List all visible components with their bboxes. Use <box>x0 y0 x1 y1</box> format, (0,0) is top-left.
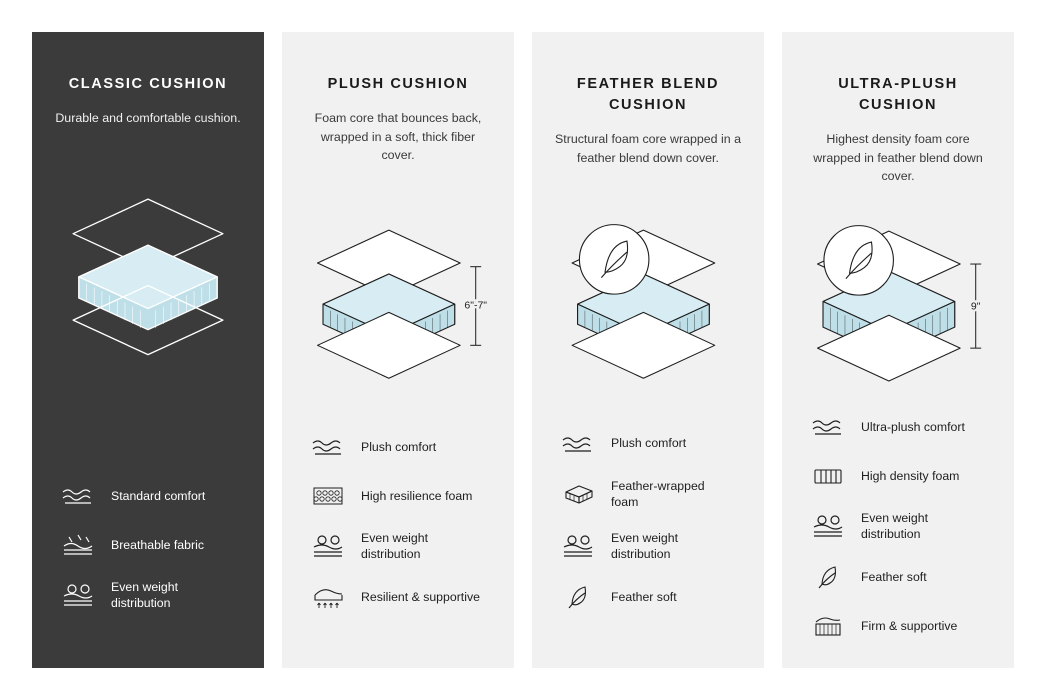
cushion-diagram-classic <box>52 144 244 404</box>
dimension-label: 9" <box>970 300 981 313</box>
card-title: FEATHER BLEND CUSHION <box>576 76 720 114</box>
wave-lines-icon <box>808 412 848 442</box>
feature-list <box>552 429 744 648</box>
firm-support-icon <box>808 611 848 641</box>
feature-label: Even weight distribution <box>611 530 678 562</box>
feature-list <box>52 481 244 648</box>
layered-cushion-illustration <box>52 174 244 374</box>
feature-label: High resilience foam <box>361 488 473 503</box>
feature-item <box>302 481 494 511</box>
feature-label: Standard comfort <box>111 488 206 503</box>
card-title: PLUSH CUSHION <box>327 76 469 92</box>
feature-label: Ultra-plush comfort <box>861 419 965 434</box>
wave-lines-icon <box>308 432 348 462</box>
even-weight-icon <box>808 511 848 541</box>
feature-item <box>802 510 994 543</box>
feature-item <box>552 429 744 459</box>
feature-label: Feather soft <box>861 569 927 584</box>
card-description: Highest density foam core wrapped in feather blend down cover. <box>813 132 983 184</box>
card-plush-cushion[interactable] <box>282 32 514 668</box>
feature-list <box>302 432 494 648</box>
breathable-fabric-icon <box>58 530 98 560</box>
feature-item <box>552 582 744 612</box>
dimension-label: 6"-7" <box>464 300 488 313</box>
feature-item <box>552 530 744 563</box>
feature-item <box>302 582 494 612</box>
leaf-icon <box>808 562 848 592</box>
feature-item <box>302 432 494 462</box>
cushion-diagram-feather-blend <box>552 183 744 428</box>
feature-label: Even weight distribution <box>111 579 178 611</box>
feature-label: Even weight distribution <box>361 530 428 562</box>
feature-item <box>802 611 994 641</box>
feature-item <box>802 412 994 442</box>
card-classic-cushion[interactable] <box>32 32 264 668</box>
feather-wrapped-foam-icon <box>558 479 598 509</box>
feature-item <box>52 579 244 612</box>
leaf-badge <box>579 225 648 294</box>
layered-cushion-illustration <box>552 201 744 411</box>
feature-label: Feather-wrapped foam <box>611 478 705 510</box>
feature-item <box>52 481 244 511</box>
resilient-support-icon <box>308 582 348 612</box>
card-description: Foam core that bounces back, wrapped in a soft, thick fiber cover. <box>314 111 482 163</box>
feature-item <box>802 461 994 491</box>
feature-item <box>802 562 994 592</box>
feature-label: Even weight distribution <box>861 510 928 542</box>
leaf-icon <box>558 582 598 612</box>
leaf-badge <box>824 225 893 294</box>
layered-cushion-illustration <box>302 201 494 411</box>
feature-label: High density foam <box>861 468 960 483</box>
feature-item <box>552 478 744 511</box>
feature-label: Breathable fabric <box>111 537 204 552</box>
wave-lines-icon <box>558 429 598 459</box>
feature-item <box>52 530 244 560</box>
feature-label: Plush comfort <box>361 439 437 454</box>
feature-item <box>302 530 494 563</box>
even-weight-icon <box>558 531 598 561</box>
card-title: ULTRA-PLUSH CUSHION <box>838 76 958 114</box>
wave-lines-icon <box>58 481 98 511</box>
even-weight-icon <box>58 580 98 610</box>
cushion-diagram-ultra-plush <box>802 202 994 412</box>
cushion-diagram-plush <box>302 181 494 432</box>
layered-cushion-illustration <box>802 202 994 412</box>
even-weight-icon <box>308 531 348 561</box>
feature-label: Resilient & supportive <box>361 589 480 604</box>
feature-label: Feather soft <box>611 589 677 604</box>
card-title: CLASSIC CUSHION <box>68 76 228 92</box>
feature-label: Firm & supportive <box>861 618 958 633</box>
card-description: Structural foam core wrapped in a feather blend down cover. <box>555 132 741 165</box>
feature-label: Plush comfort <box>611 436 687 451</box>
honeycomb-foam-icon <box>308 481 348 511</box>
card-ultra-plush-cushion[interactable] <box>782 32 1014 668</box>
high-density-foam-icon <box>808 461 848 491</box>
feature-list <box>802 412 994 677</box>
card-feather-blend-cushion[interactable] <box>532 32 764 668</box>
card-description: Durable and comfortable cushion. <box>55 111 241 126</box>
